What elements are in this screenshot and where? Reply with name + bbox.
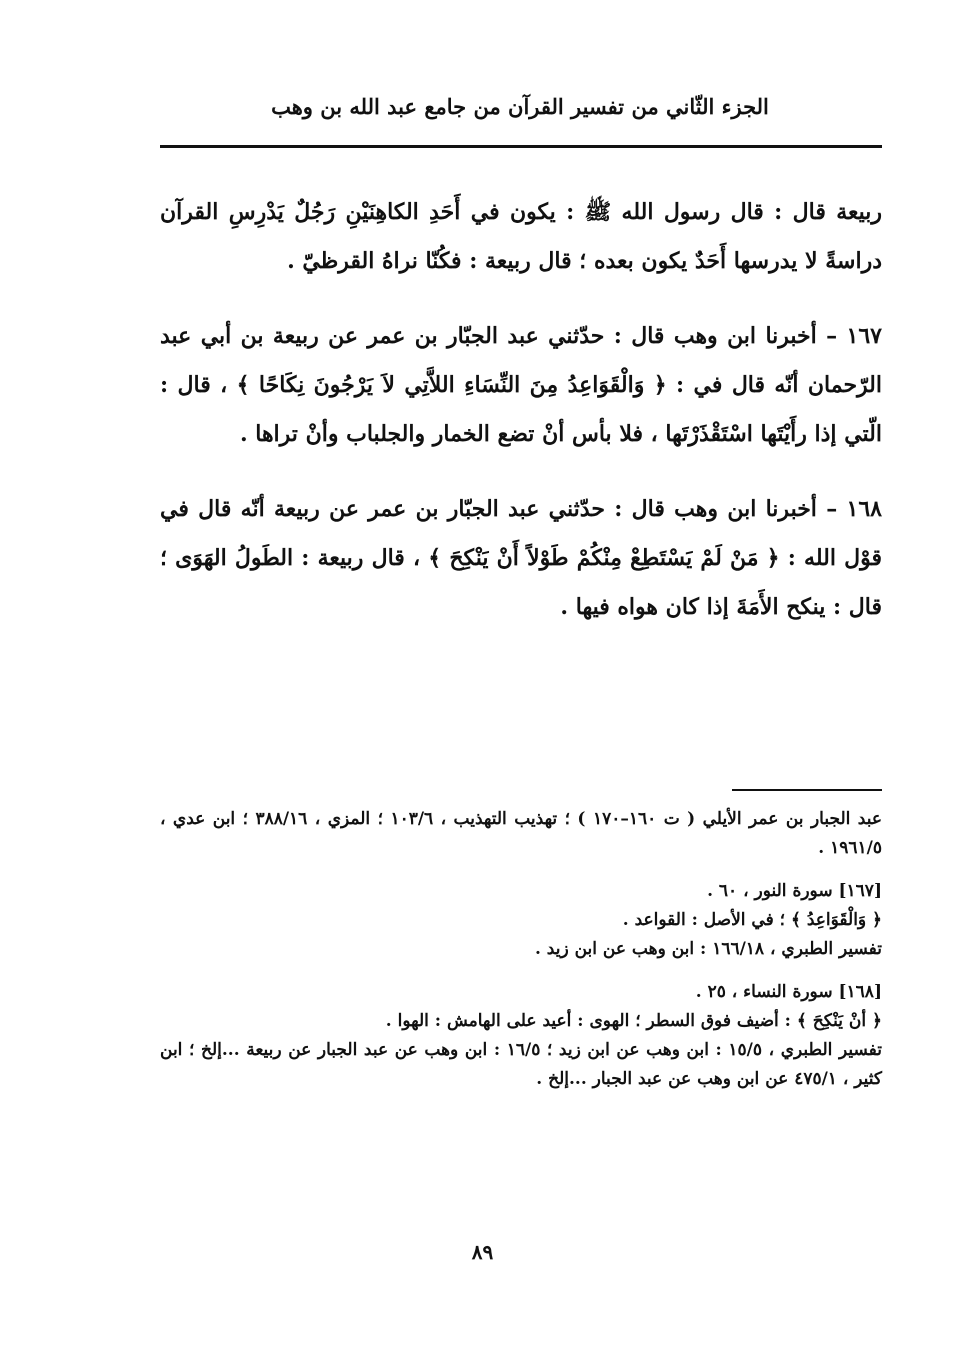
main-text xyxy=(160,188,882,632)
footnotes xyxy=(160,805,882,1108)
footnote-line: تفسير الطبري ، ١٦٦/١٨ : ابن وهب عن ابن زيد . xyxy=(534,939,882,959)
footnote-line: [١٦٧] سورة النور ، ٦٠ . xyxy=(707,881,882,901)
footnote-group-narrator xyxy=(160,805,882,863)
page-number: ٨٩ xyxy=(471,1240,494,1264)
footnote-group-167 xyxy=(160,877,882,964)
footnote-line: تفسير الطبري ، ١٥/٥ : ابن وهب عن ابن زيد ؛ ١٦/٥ : ابن وهب عن عبد الجبار عن ربيعة ...إلخ ؛ ابن كثير ، ٤٧٥/١ عن ابن وهب عن عبد الجبار ...إلخ . xyxy=(160,1040,882,1089)
running-header-title: الجزء الثّاني من تفسير القرآن من جامع عبد الله بن وهب xyxy=(271,94,769,119)
footnote-line: عبد الجبار بن عمر الأيلي ( ت ١٦٠–١٧٠ ) ؛ تهذيب التهذيب ، ١٠٣/٦ ؛ المزي ، ٣٨٨/١٦ ؛ ابن عدي ، ١٩٦١/٥ . xyxy=(160,809,882,858)
paragraph-168: ١٦٨ – أخبرنا ابن وهب قال : حدّثني عبد الجبّار بن عمر عن ربيعة أنّه قال في قوْل الله : ﴿ مَنْ لَمْ يَسْتَطِعْ مِنْكُمْ طَوْلاً أَنْ يَنْكِحَ ﴾ ، قال ربيعة : الطَولُ الهَوَى ؛ قال : ينكح الأَمَةَ إذا كان هواه فيها . xyxy=(160,496,882,620)
paragraph-continuation: ربيعة قال : قال رسول الله ﷺ : يكون في أَحَدِ الكاهِنَيْنِ رَجُلٌ يَدْرِسِ القرآن دراسةً لا يدرسها أَحَدٌ يكون بعده ؛ قال ربيعة : فكُنّا نراهُ القرظيّ . xyxy=(160,199,882,274)
footnote-line: [١٦٨] سورة النساء ، ٢٥ . xyxy=(695,982,882,1002)
footnote-group-168 xyxy=(160,978,882,1094)
footnote-line: ﴿ وَالْقَوَاعِدُ ﴾ ؛ في الأصل : القواعد . xyxy=(622,910,882,930)
footnote-separator xyxy=(732,789,882,791)
header-rule xyxy=(160,145,882,148)
footnote-line: ﴿ أنْ يَنْكِحَ ﴾ : أضيف فوق السطر ؛ الهوى : أعيد على الهامش : الهوا . xyxy=(385,1011,882,1031)
paragraph-167: ١٦٧ – أخبرنا ابن وهب قال : حدّثني عبد الجبّار بن عمر عن ربيعة بن أبي عبد الرّحمان أنّه قال في : ﴿ وَالْقَوَاعِدُ مِنَ النِّسَاءِ اللاَّتِي لاَ يَرْجُونَ نِكَاحًا ﴾ ، قال : الّتي إذا رأَيْتَها اسْتَقْذَرْتَها ، فلا بأس أنْ تضع الخمار والجلباب وأنْ تراها . xyxy=(160,323,882,447)
